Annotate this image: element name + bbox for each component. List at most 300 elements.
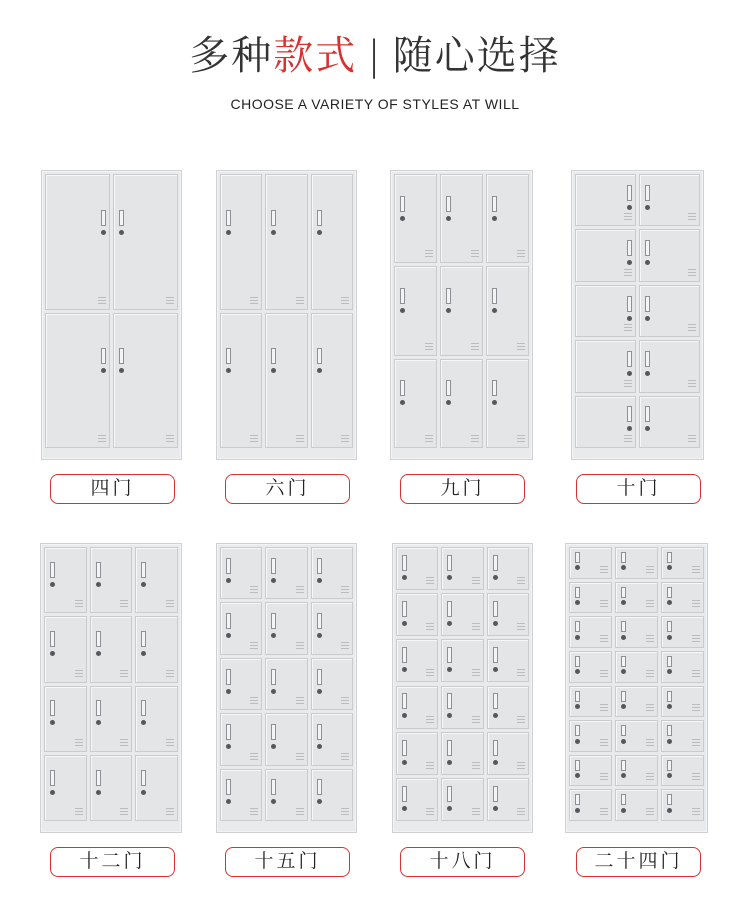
cabinet-door[interactable] [569, 651, 612, 683]
door-handle-icon [667, 760, 672, 771]
lock-icon [271, 689, 276, 694]
door-handle-icon [621, 656, 626, 667]
lock-icon [101, 368, 106, 373]
cabinet-door[interactable] [440, 266, 483, 355]
lock-icon [667, 704, 672, 709]
cabinet-door[interactable] [615, 789, 658, 821]
vent-icon [166, 670, 174, 679]
lock-icon [667, 773, 672, 778]
door-handle-icon [627, 185, 632, 201]
vent-icon [624, 213, 632, 222]
cabinet-door[interactable] [661, 755, 704, 787]
cabinet-door[interactable] [45, 313, 110, 449]
door-handle-icon [621, 621, 626, 632]
vent-icon [471, 435, 479, 444]
vent-icon [517, 762, 525, 771]
vent-icon [600, 808, 608, 817]
lock-icon [226, 230, 231, 235]
lock-icon [317, 744, 322, 749]
vent-icon [646, 808, 654, 817]
door-handle-icon [226, 348, 231, 364]
lock-icon [627, 426, 632, 431]
door-handle-icon [667, 587, 672, 598]
cabinet-door[interactable] [220, 174, 262, 310]
vent-icon [692, 808, 700, 817]
cabinet-door[interactable] [569, 720, 612, 752]
door-handle-icon [621, 760, 626, 771]
cabinet-door[interactable] [135, 686, 178, 752]
cabinet-label-18-door[interactable]: 十八门 [400, 847, 525, 877]
lock-icon [96, 790, 101, 795]
vent-icon [426, 669, 434, 678]
lock-icon [226, 633, 231, 638]
cabinet-door[interactable] [661, 582, 704, 614]
cabinet-door[interactable] [394, 174, 437, 263]
door-handle-icon [493, 555, 498, 571]
door-handle-icon [271, 779, 276, 795]
lock-icon [50, 582, 55, 587]
cabinet-door[interactable] [311, 769, 353, 821]
cabinet-door[interactable] [311, 174, 353, 310]
cabinet-door[interactable] [487, 593, 529, 636]
lock-icon [101, 230, 106, 235]
door-handle-icon [402, 786, 407, 802]
cabinet-label-10-door[interactable]: 十门 [576, 474, 701, 504]
cabinet-door[interactable] [396, 593, 438, 636]
lock-icon [667, 739, 672, 744]
lock-icon [400, 400, 405, 405]
vent-icon [472, 808, 480, 817]
cabinet-door[interactable] [44, 755, 87, 821]
lock-icon [317, 633, 322, 638]
lock-icon [271, 230, 276, 235]
door-handle-icon [50, 631, 55, 647]
door-handle-icon [621, 794, 626, 805]
cabinet-door[interactable] [569, 755, 612, 787]
vent-icon [341, 642, 349, 651]
lock-icon [226, 744, 231, 749]
cabinet-door[interactable] [394, 266, 437, 355]
door-handle-icon [402, 555, 407, 571]
door-handle-icon [226, 558, 231, 574]
lock-icon [493, 575, 498, 580]
page-title [0, 28, 750, 84]
cabinet-door[interactable] [441, 686, 483, 729]
door-handle-icon [493, 786, 498, 802]
lock-icon [271, 578, 276, 583]
cabinet-door[interactable] [441, 732, 483, 775]
door-handle-icon [627, 296, 632, 312]
door-handle-icon [317, 210, 322, 226]
cabinet-door[interactable] [90, 686, 133, 752]
cabinet-door[interactable] [615, 651, 658, 683]
lock-icon [493, 760, 498, 765]
door-handle-icon [101, 348, 106, 364]
title-separator: | [367, 33, 383, 79]
vent-icon [296, 642, 304, 651]
lock-icon [226, 368, 231, 373]
vent-icon [98, 435, 106, 444]
cabinet-door[interactable] [486, 359, 529, 448]
lock-icon [621, 808, 626, 813]
door-handle-icon [402, 693, 407, 709]
cabinet-door[interactable] [486, 266, 529, 355]
lock-icon [446, 216, 451, 221]
vent-icon [250, 753, 258, 762]
cabinet-door[interactable] [394, 359, 437, 448]
lock-icon [226, 578, 231, 583]
door-handle-icon [645, 240, 650, 256]
door-handle-icon [447, 693, 452, 709]
door-handle-icon [50, 562, 55, 578]
cabinet-door[interactable] [569, 547, 612, 579]
cabinet-door[interactable] [639, 285, 700, 337]
cabinet-door[interactable] [220, 313, 262, 449]
vent-icon [517, 623, 525, 632]
cabinet-door[interactable] [113, 313, 178, 449]
cabinet-door[interactable] [396, 547, 438, 590]
vent-icon [646, 739, 654, 748]
lock-icon [621, 669, 626, 674]
lock-icon [271, 799, 276, 804]
cabinet-door[interactable] [441, 593, 483, 636]
cabinet-door[interactable] [220, 602, 262, 654]
vent-icon [296, 697, 304, 706]
door-handle-icon [575, 725, 580, 736]
door-handle-icon [317, 724, 322, 740]
cabinet-door[interactable] [265, 174, 307, 310]
lock-icon [493, 667, 498, 672]
vent-icon [341, 808, 349, 817]
cabinet-label-4-door[interactable]: 四门 [50, 474, 175, 504]
vent-icon [426, 623, 434, 632]
lock-icon [446, 400, 451, 405]
vent-icon [472, 716, 480, 725]
cabinet-door[interactable] [487, 686, 529, 729]
cabinet-door[interactable] [220, 769, 262, 821]
cabinet-door[interactable] [90, 547, 133, 613]
door-handle-icon [492, 196, 497, 212]
lock-icon [402, 621, 407, 626]
lock-icon [402, 760, 407, 765]
cabinet-door[interactable] [441, 547, 483, 590]
door-handle-icon [96, 770, 101, 786]
door-handle-icon [575, 760, 580, 771]
door-handle-icon [226, 210, 231, 226]
lock-icon [667, 600, 672, 605]
cabinet-door[interactable] [639, 396, 700, 448]
door-handle-icon [226, 613, 231, 629]
door-handle-icon [627, 351, 632, 367]
lock-icon [317, 689, 322, 694]
door-handle-icon [575, 621, 580, 632]
lock-icon [492, 400, 497, 405]
lock-icon [575, 704, 580, 709]
door-handle-icon [317, 558, 322, 574]
vent-icon [426, 716, 434, 725]
cabinet-door[interactable] [575, 174, 636, 226]
lock-icon [621, 635, 626, 640]
cabinet-door[interactable] [45, 174, 110, 310]
vent-icon [692, 773, 700, 782]
cabinet-door[interactable] [441, 639, 483, 682]
cabinet-9-door[interactable] [390, 170, 533, 460]
door-handle-icon [575, 656, 580, 667]
vent-icon [688, 324, 696, 333]
lock-icon [96, 582, 101, 587]
cabinet-door[interactable] [639, 174, 700, 226]
vent-icon [646, 600, 654, 609]
cabinet-door[interactable] [265, 313, 307, 449]
cabinet-door[interactable] [487, 547, 529, 590]
door-handle-icon [667, 725, 672, 736]
lock-icon [493, 713, 498, 718]
vent-icon [692, 739, 700, 748]
cabinet-door[interactable] [440, 174, 483, 263]
cabinet-door[interactable] [135, 755, 178, 821]
lock-icon [400, 308, 405, 313]
header [0, 28, 750, 112]
lock-icon [575, 739, 580, 744]
door-handle-icon [493, 601, 498, 617]
cabinet-24-door[interactable] [565, 543, 708, 833]
door-handle-icon [226, 724, 231, 740]
cabinet-label-15-door[interactable]: 十五门 [225, 847, 350, 877]
vent-icon [646, 773, 654, 782]
vent-icon [341, 297, 349, 306]
door-handle-icon [667, 621, 672, 632]
lock-icon [50, 790, 55, 795]
cabinet-door[interactable] [575, 229, 636, 281]
cabinet-door[interactable] [441, 778, 483, 821]
cabinet-door[interactable] [311, 658, 353, 710]
cabinet-door[interactable] [569, 616, 612, 648]
door-handle-icon [402, 601, 407, 617]
cabinet-door[interactable] [615, 720, 658, 752]
vent-icon [600, 635, 608, 644]
lock-icon [226, 689, 231, 694]
door-handle-icon [317, 779, 322, 795]
page-subtitle: CHOOSE A VARIETY OF STYLES AT WILL [230, 96, 520, 112]
door-handle-icon [226, 669, 231, 685]
cabinet-door[interactable] [486, 174, 529, 263]
vent-icon [688, 213, 696, 222]
lock-icon [621, 739, 626, 744]
title-part1: 多种 [189, 33, 274, 79]
vent-icon [517, 808, 525, 817]
lock-icon [119, 368, 124, 373]
cabinet-door[interactable] [220, 547, 262, 599]
vent-icon [471, 343, 479, 352]
cabinet-door[interactable] [396, 778, 438, 821]
cabinet-door[interactable] [396, 732, 438, 775]
cabinet-label-24-door[interactable]: 二十四门 [576, 847, 701, 877]
cabinet-door[interactable] [661, 686, 704, 718]
cabinet-door[interactable] [440, 359, 483, 448]
lock-icon [575, 669, 580, 674]
vent-icon [296, 435, 304, 444]
cabinet-door[interactable] [265, 547, 307, 599]
cabinet-4-door[interactable] [41, 170, 182, 460]
door-handle-icon [575, 691, 580, 702]
title-part2: 随心选择 [392, 33, 561, 79]
vent-icon [692, 670, 700, 679]
lock-icon [492, 216, 497, 221]
cabinet-door[interactable] [487, 732, 529, 775]
lock-icon [317, 368, 322, 373]
vent-icon [425, 250, 433, 259]
cabinet-door[interactable] [615, 547, 658, 579]
vent-icon [341, 753, 349, 762]
lock-icon [645, 260, 650, 265]
door-handle-icon [447, 601, 452, 617]
vent-icon [341, 586, 349, 595]
cabinet-door[interactable] [569, 582, 612, 614]
vent-icon [426, 762, 434, 771]
cabinet-door[interactable] [661, 789, 704, 821]
door-handle-icon [645, 296, 650, 312]
door-handle-icon [271, 669, 276, 685]
vent-icon [472, 669, 480, 678]
cabinet-door[interactable] [311, 713, 353, 765]
cabinet-door[interactable] [569, 789, 612, 821]
door-handle-icon [621, 691, 626, 702]
vent-icon [688, 380, 696, 389]
cabinet-door[interactable] [615, 616, 658, 648]
door-handle-icon [575, 552, 580, 563]
cabinet-18-door[interactable] [392, 543, 533, 833]
vent-icon [341, 697, 349, 706]
door-handle-icon [575, 794, 580, 805]
lock-icon [492, 308, 497, 313]
lock-icon [621, 704, 626, 709]
lock-icon [402, 667, 407, 672]
cabinet-door[interactable] [575, 396, 636, 448]
cabinet-door[interactable] [135, 547, 178, 613]
door-handle-icon [447, 740, 452, 756]
vent-icon [471, 250, 479, 259]
cabinet-door[interactable] [575, 285, 636, 337]
cabinet-door[interactable] [265, 602, 307, 654]
cabinet-door[interactable] [661, 651, 704, 683]
lock-icon [493, 806, 498, 811]
door-handle-icon [141, 562, 146, 578]
lock-icon [141, 651, 146, 656]
vent-icon [600, 566, 608, 575]
cabinet-door[interactable] [220, 658, 262, 710]
lock-icon [50, 720, 55, 725]
cabinet-door[interactable] [311, 547, 353, 599]
vent-icon [166, 600, 174, 609]
cabinet-door[interactable] [661, 720, 704, 752]
lock-icon [402, 806, 407, 811]
vent-icon [600, 704, 608, 713]
cabinet-door[interactable] [569, 686, 612, 718]
cabinet-door[interactable] [135, 616, 178, 682]
cabinet-15-door[interactable] [216, 543, 357, 833]
cabinet-label-12-door[interactable]: 十二门 [50, 847, 175, 877]
cabinet-door[interactable] [265, 769, 307, 821]
cabinet-door[interactable] [396, 686, 438, 729]
lock-icon [575, 773, 580, 778]
cabinet-door[interactable] [639, 229, 700, 281]
door-handle-icon [667, 794, 672, 805]
cabinet-door[interactable] [113, 174, 178, 310]
vent-icon [166, 808, 174, 817]
door-handle-icon [96, 562, 101, 578]
lock-icon [667, 808, 672, 813]
door-handle-icon [493, 647, 498, 663]
cabinet-door[interactable] [487, 778, 529, 821]
vent-icon [600, 773, 608, 782]
vent-icon [624, 435, 632, 444]
cabinet-door[interactable] [265, 713, 307, 765]
door-handle-icon [141, 631, 146, 647]
cabinet-door[interactable] [90, 616, 133, 682]
lock-icon [645, 205, 650, 210]
door-handle-icon [96, 700, 101, 716]
cabinet-door[interactable] [311, 313, 353, 449]
door-handle-icon [96, 631, 101, 647]
vent-icon [646, 704, 654, 713]
cabinet-12-door[interactable] [40, 543, 182, 833]
cabinet-door[interactable] [396, 639, 438, 682]
vent-icon [296, 808, 304, 817]
cabinet-door[interactable] [661, 547, 704, 579]
lock-icon [447, 713, 452, 718]
door-handle-icon [400, 288, 405, 304]
cabinet-door[interactable] [615, 755, 658, 787]
door-handle-icon [667, 656, 672, 667]
door-handle-icon [446, 380, 451, 396]
vent-icon [517, 250, 525, 259]
cabinet-door[interactable] [615, 686, 658, 718]
vent-icon [296, 586, 304, 595]
vent-icon [600, 739, 608, 748]
cabinet-6-door[interactable] [216, 170, 357, 460]
door-handle-icon [645, 185, 650, 201]
vent-icon [425, 343, 433, 352]
door-handle-icon [400, 380, 405, 396]
cabinet-door[interactable] [44, 547, 87, 613]
vent-icon [120, 600, 128, 609]
lock-icon [627, 260, 632, 265]
cabinet-door[interactable] [639, 340, 700, 392]
cabinet-label-6-door[interactable]: 六门 [225, 474, 350, 504]
vent-icon [120, 670, 128, 679]
cabinet-door[interactable] [615, 582, 658, 614]
cabinet-door[interactable] [311, 602, 353, 654]
vent-icon [426, 577, 434, 586]
cabinet-door[interactable] [220, 713, 262, 765]
cabinet-door[interactable] [44, 686, 87, 752]
vent-icon [624, 324, 632, 333]
cabinet-door[interactable] [661, 616, 704, 648]
vent-icon [517, 716, 525, 725]
cabinet-door[interactable] [265, 658, 307, 710]
lock-icon [627, 205, 632, 210]
door-handle-icon [271, 210, 276, 226]
cabinet-door[interactable] [575, 340, 636, 392]
cabinet-door[interactable] [487, 639, 529, 682]
cabinet-10-door[interactable] [571, 170, 704, 460]
cabinet-door[interactable] [90, 755, 133, 821]
vent-icon [692, 600, 700, 609]
door-handle-icon [271, 348, 276, 364]
lock-icon [667, 669, 672, 674]
cabinet-label-9-door[interactable]: 九门 [400, 474, 525, 504]
cabinet-door[interactable] [44, 616, 87, 682]
